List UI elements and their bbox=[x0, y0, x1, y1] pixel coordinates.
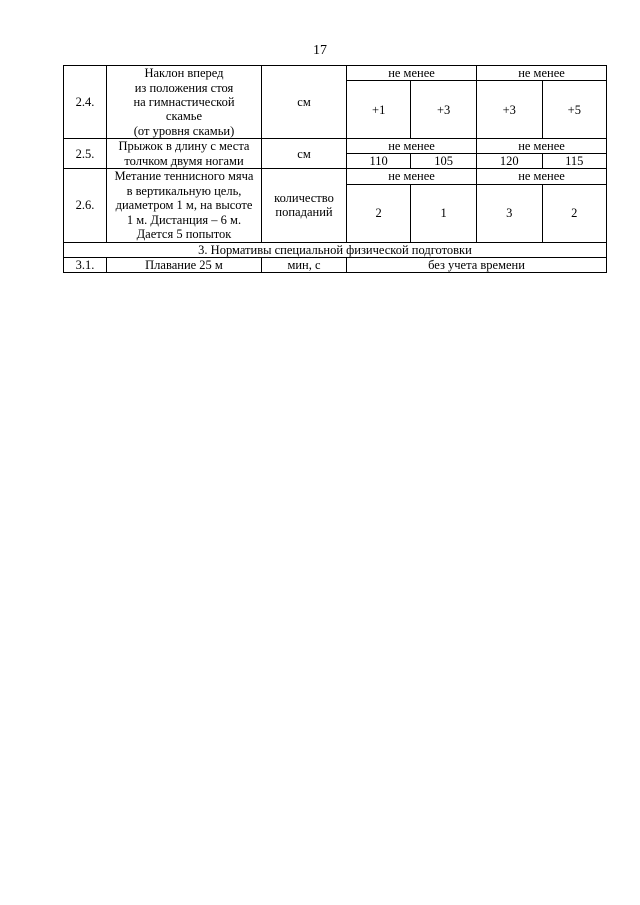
group-header: не менее bbox=[347, 169, 477, 184]
table-row bbox=[64, 169, 607, 184]
value-cell: 115 bbox=[542, 154, 606, 169]
exercise-name-line: Метание теннисного мяча bbox=[114, 169, 254, 184]
value-cell: +1 bbox=[347, 81, 411, 139]
value-cell: 110 bbox=[347, 154, 411, 169]
value-cell: +3 bbox=[476, 81, 542, 139]
unit-line: количество bbox=[274, 190, 334, 205]
table-row bbox=[64, 257, 607, 272]
exercise-name-line: из положения стоя bbox=[134, 80, 234, 95]
group-header: не менее bbox=[476, 66, 606, 81]
exercise-name-line: Дается 5 попыток bbox=[136, 226, 232, 241]
exercise-name-line: Наклон вперед bbox=[144, 66, 224, 81]
row-number: 2.6. bbox=[64, 169, 107, 242]
unit-line: попаданий bbox=[275, 205, 333, 220]
value-cell: 105 bbox=[411, 154, 477, 169]
value-cell: 3 bbox=[476, 184, 542, 242]
value-cell: 1 bbox=[411, 184, 477, 242]
norms-table bbox=[63, 65, 607, 273]
group-header: не менее bbox=[476, 139, 606, 154]
row-number: 2.4. bbox=[64, 66, 107, 139]
exercise-name-line: диаметром 1 м, на высоте bbox=[115, 198, 253, 213]
value-cell: +3 bbox=[411, 81, 477, 139]
exercise-name bbox=[107, 169, 262, 242]
unit-cell bbox=[262, 169, 347, 242]
table-row bbox=[64, 139, 607, 154]
exercise-name bbox=[107, 66, 262, 139]
exercise-name bbox=[107, 139, 262, 169]
exercise-name-line: толчком двумя ногами bbox=[124, 153, 244, 168]
unit-cell: см bbox=[262, 66, 347, 139]
unit-cell: см bbox=[262, 139, 347, 169]
group-header: не менее bbox=[347, 139, 477, 154]
exercise-name-line: (от уровня скамьи) bbox=[133, 123, 235, 138]
exercise-name: Плавание 25 м bbox=[107, 257, 262, 272]
group-header: не менее bbox=[347, 66, 477, 81]
page-number: 17 bbox=[313, 43, 327, 58]
section-header-row bbox=[64, 242, 607, 257]
value-cell: 2 bbox=[347, 184, 411, 242]
table-row bbox=[64, 66, 607, 81]
value-cell: 2 bbox=[542, 184, 606, 242]
exercise-name-line: 1 м. Дистанция – 6 м. bbox=[126, 212, 242, 227]
exercise-name-line: скамье bbox=[165, 109, 203, 124]
row-number: 2.5. bbox=[64, 139, 107, 169]
exercise-name-line: Прыжок в длину с места bbox=[118, 139, 250, 154]
value-cell: +5 bbox=[542, 81, 606, 139]
exercise-name-line: в вертикальную цель, bbox=[126, 183, 242, 198]
value-cell: 120 bbox=[476, 154, 542, 169]
section-title: 3. Нормативы специальной физической подготовки bbox=[64, 242, 607, 257]
group-header: не менее bbox=[476, 169, 606, 184]
exercise-name-line: на гимнастической bbox=[133, 95, 235, 109]
unit-cell: мин, с bbox=[262, 257, 347, 272]
row-number: 3.1. bbox=[64, 257, 107, 272]
value-cell: без учета времени bbox=[347, 257, 607, 272]
